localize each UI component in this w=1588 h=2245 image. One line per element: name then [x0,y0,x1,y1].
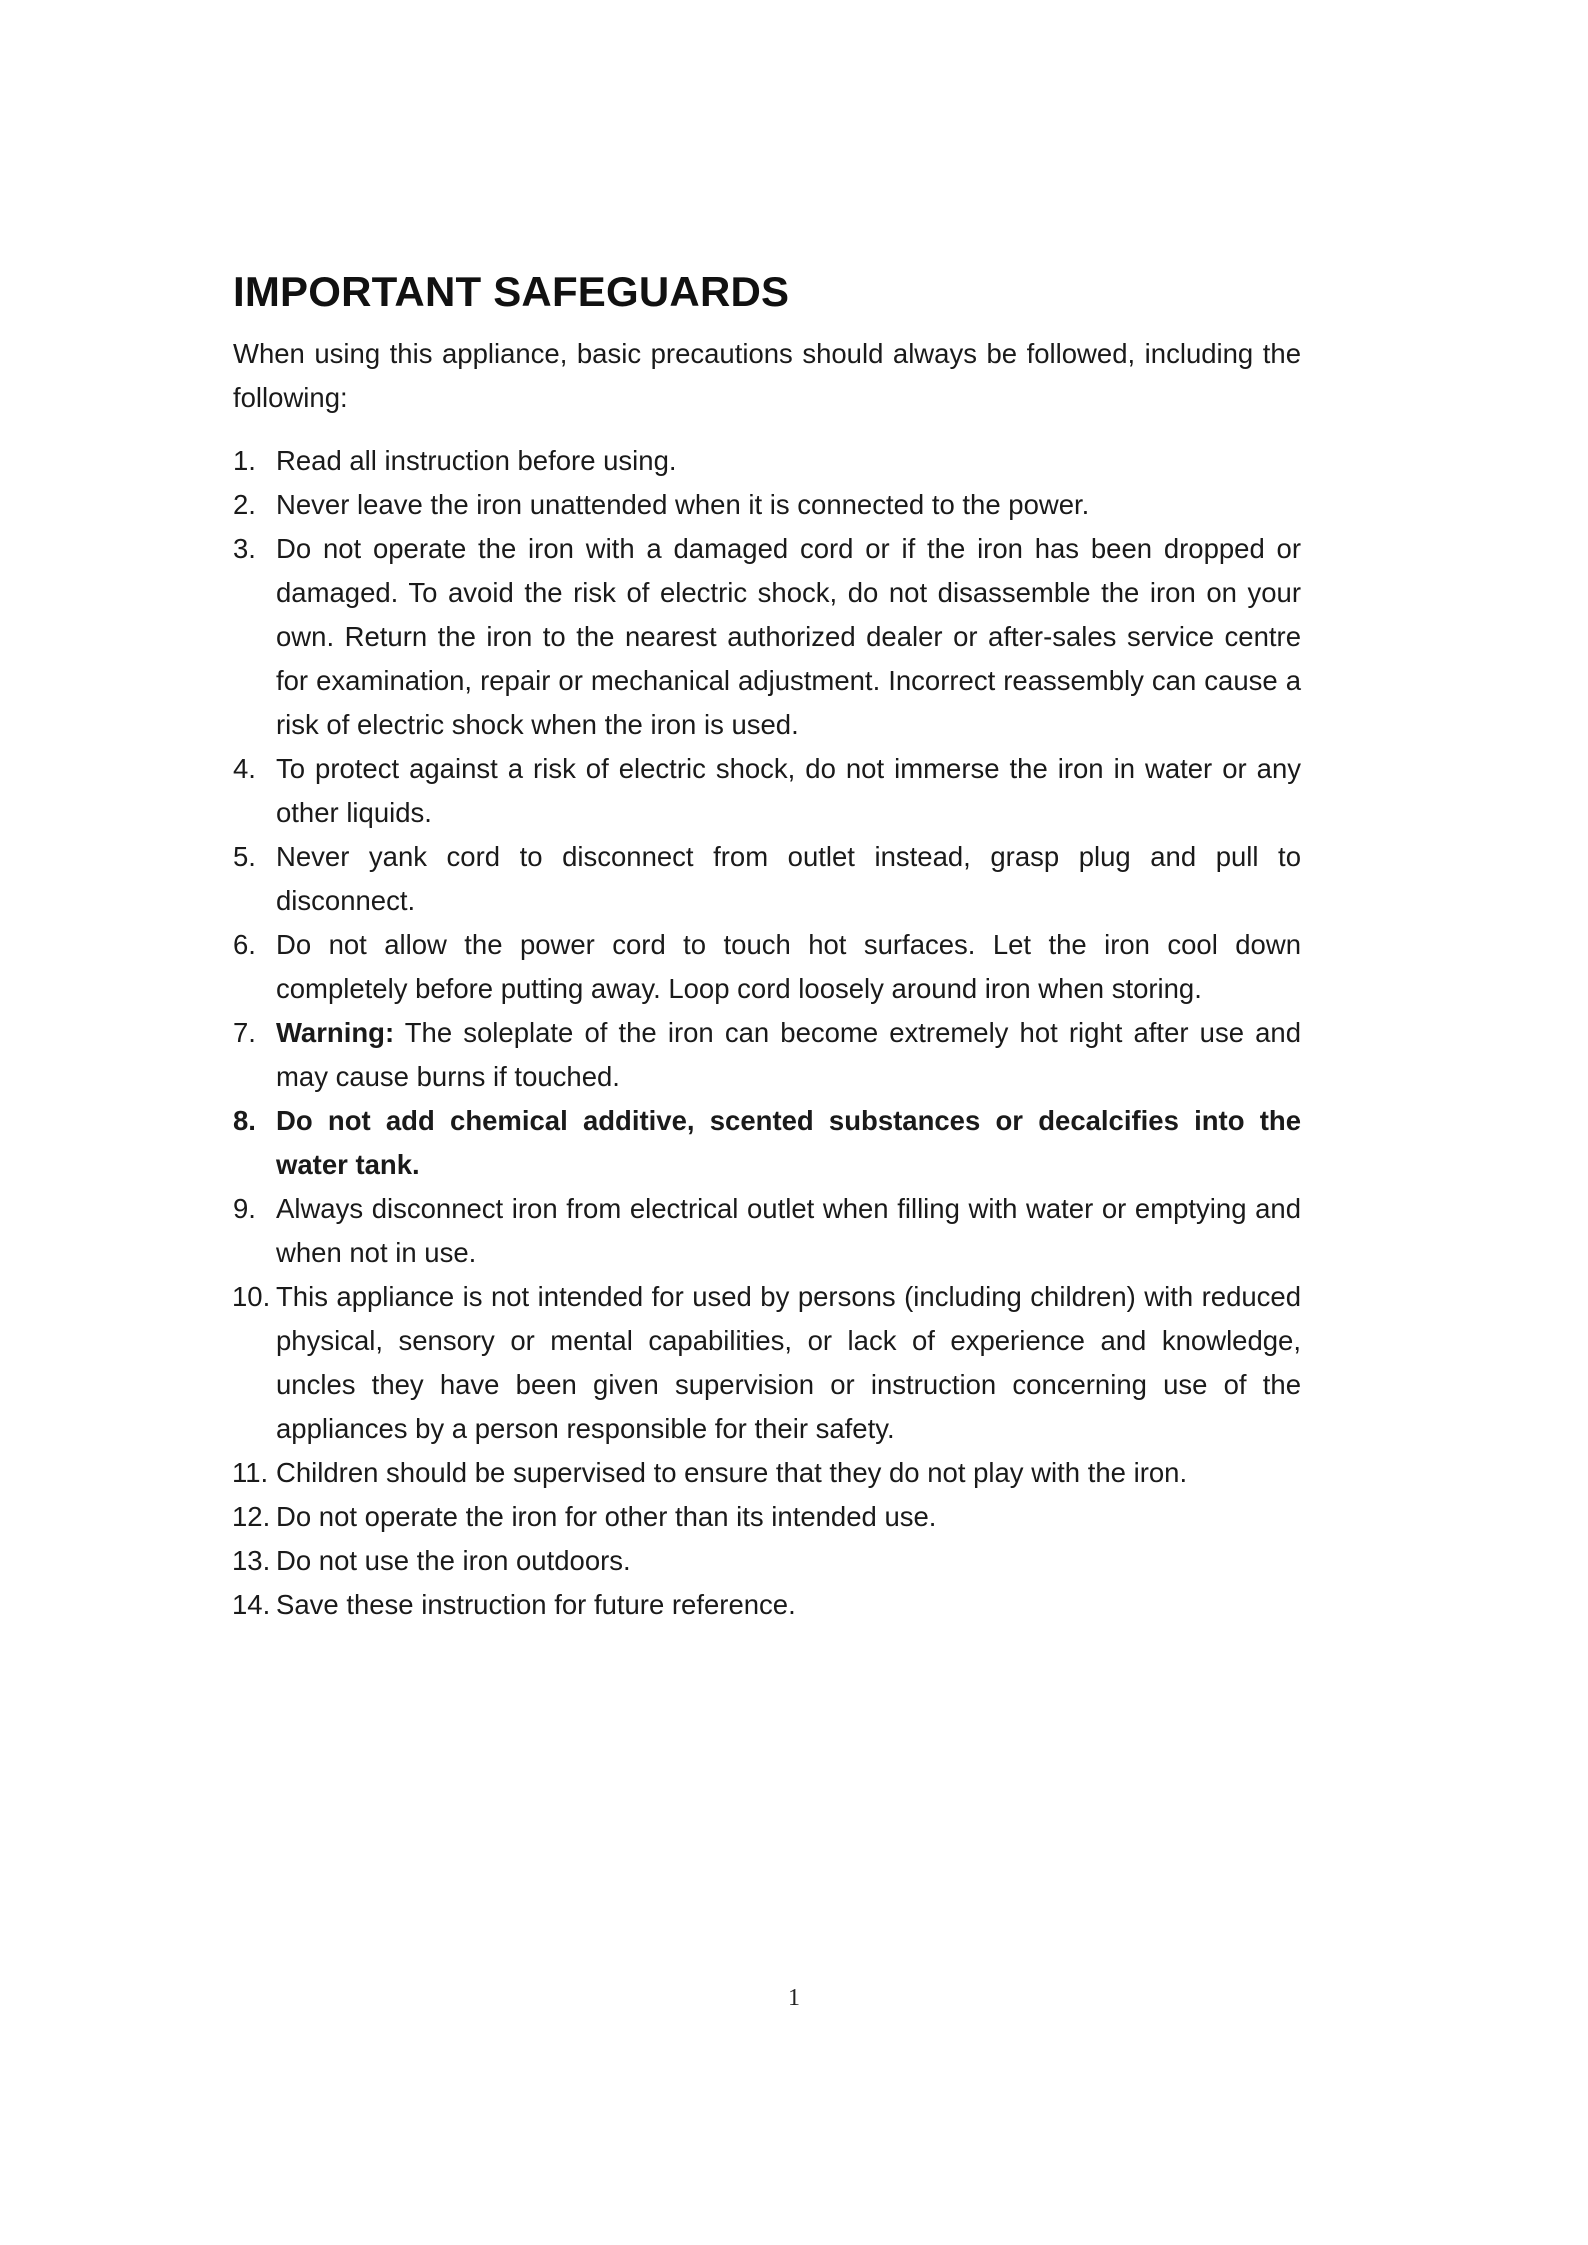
item-number: 9. [233,1193,256,1224]
page-number: 1 [788,1985,800,2011]
warning-label: Warning: [276,1017,395,1048]
item-text: Do not use the iron outdoors. [276,1545,631,1576]
item-text: Do not allow the power cord to touch hot surfaces. Let the iron cool down completely before putting away. Loop cord loosely around iron when storing. [276,929,1301,1004]
item-text: Do not operate the iron for other than its intended use. [276,1501,937,1532]
intro-paragraph: When using this appliance, basic precautions should always be followed, including the following: [233,338,1301,413]
item-number: 14. [232,1589,271,1620]
list-item [233,1451,1301,1495]
item-number: 8. [233,1105,256,1136]
item-number: 11. [232,1457,269,1488]
item-text: Read all instruction before using. [276,445,677,476]
list-item [233,747,1301,835]
item-text: Never leave the iron unattended when it is connected to the power. [276,489,1090,520]
list-item [233,1495,1301,1539]
item-text: Always disconnect iron from electrical outlet when filling with water or emptying and when not in use. [276,1193,1301,1268]
item-text: Do not add chemical additive, scented substances or decalcifies into the water tank. [276,1105,1301,1180]
list-item [233,1187,1301,1275]
item-text: To protect against a risk of electric shock, do not immerse the iron in water or any other liquids. [276,753,1301,828]
item-number: 4. [233,753,256,784]
item-number: 1. [233,445,256,476]
item-text: Do not operate the iron with a damaged cord or if the iron has been dropped or damaged. To avoid the risk of electric shock, do not disassemble the iron on your own. Return the iron to the nearest authorized dealer or after-sales service centre for examination, repair or mechanical adjustment. Incorrect reassembly can cause a risk of electric shock when the iron is used. [276,533,1301,740]
item-number: 7. [233,1017,256,1048]
list-item [233,1539,1301,1583]
item-text: Save these instruction for future reference. [276,1589,796,1620]
list-item [233,1099,1301,1187]
list-item [233,835,1301,923]
item-number: 3. [233,533,256,564]
list-item [233,1011,1301,1099]
item-number: 6. [233,929,256,960]
item-text: Never yank cord to disconnect from outlet instead, grasp plug and pull to disconnect. [276,841,1301,916]
item-text: This appliance is not intended for used by persons (including children) with reduced physical, sensory or mental capabilities, or lack of experience and knowledge, uncles they have been given supervision or instruction concerning use of the appliances by a person responsible for their safety. [276,1281,1301,1444]
list-item [233,527,1301,747]
list-item [233,1275,1301,1451]
item-number: 2. [233,489,256,520]
list-item [233,1583,1301,1627]
list-item [233,923,1301,1011]
item-text: The soleplate of the iron can become extremely hot right after use and may cause burns if touched. [276,1017,1301,1092]
page-title: IMPORTANT SAFEGUARDS [233,268,790,315]
item-number: 13. [232,1545,271,1576]
item-number: 5. [233,841,256,872]
safeguards-section [233,266,1301,1627]
item-number: 10. [232,1281,271,1312]
list-item [233,439,1301,483]
item-text: Children should be supervised to ensure that they do not play with the iron. [276,1457,1188,1488]
safeguard-list [233,439,1301,1627]
item-number: 12. [232,1501,271,1532]
list-item [233,483,1301,527]
